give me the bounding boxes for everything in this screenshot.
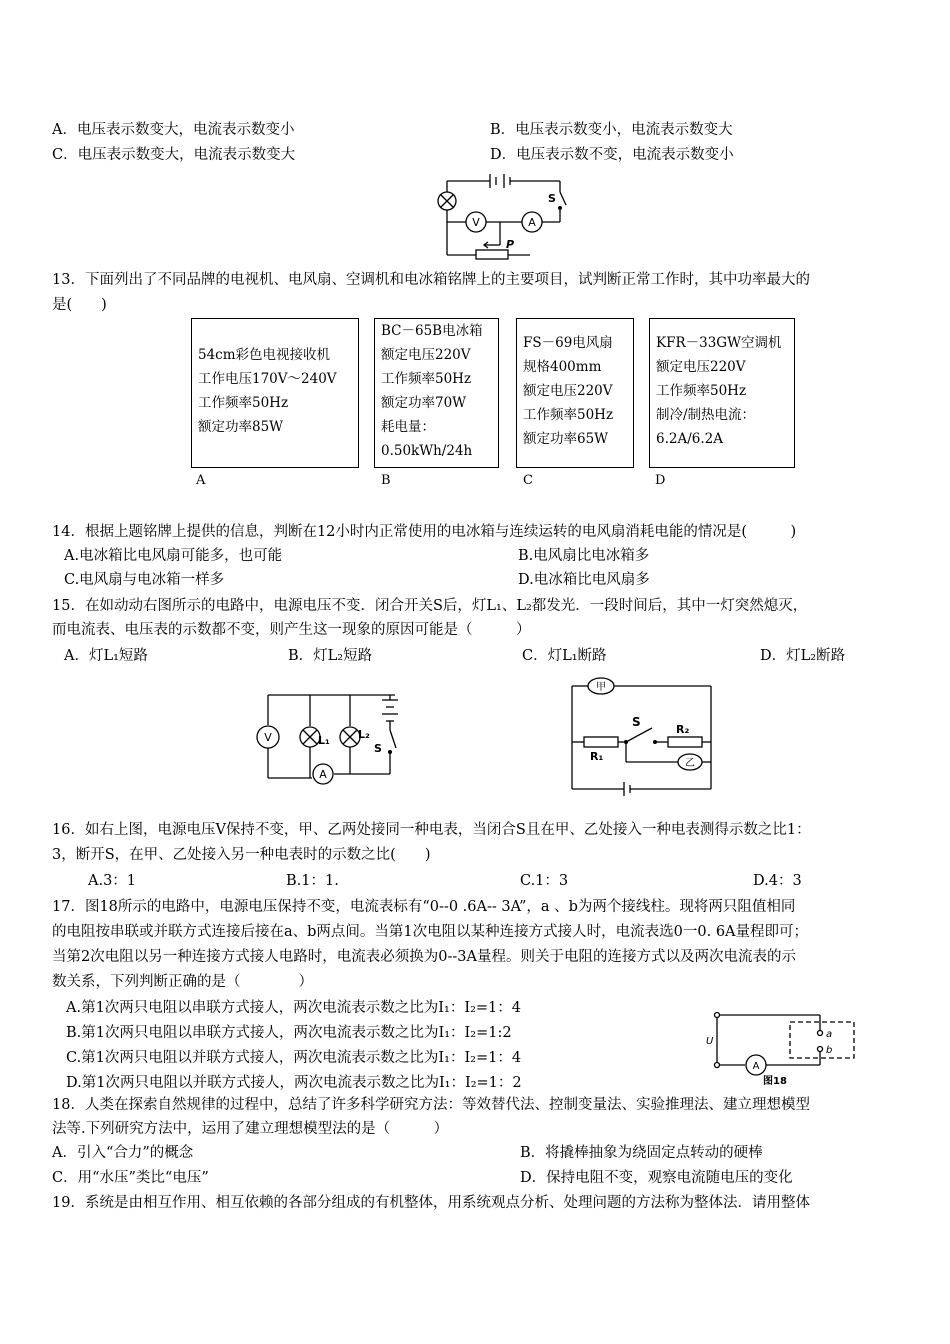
q16-stem-line1: 16．如右上图，电源电压V保持不变，甲、乙两处接同一种电表，当闭合S且在甲、乙处接入一种电表测得示数之比1： (52, 822, 811, 838)
q12-option-a: A．电压表示数变大，电流表示数变小 (52, 122, 295, 138)
q18-option-b: B．将撬棒抽象为绕固定点转动的硬棒 (520, 1145, 763, 1161)
q16-option-a: A.3：1 (88, 873, 137, 889)
nameplate-label-b: B (381, 473, 391, 488)
q18-stem-line1: 18．人类在探索自然规律的过程中，总结了许多科学研究方法：等效替代法、控制变量法、实验推理法、建立理想模型 (52, 1097, 810, 1113)
q15-stem-line2: 而电流表、电压表的示数都不变，则产生这一现象的原因可能是（ ） (52, 622, 531, 638)
q15-option-a: A．灯L₁短路 (64, 648, 148, 664)
nameplate-label-d: D (655, 473, 666, 488)
q15-option-c: C．灯L₁断路 (522, 648, 607, 664)
q12-voltmeter-label: V (472, 216, 480, 229)
q12-option-b: B．电压表示数变小，电流表示数变大 (490, 122, 733, 138)
q14-option-d: D.电冰箱比电风扇多 (518, 572, 650, 588)
q17-option-a: A.第1次两只电阻以串联方式接人，两次电流表示数之比为I₁：I₂=1：4 (66, 1000, 521, 1016)
nameplate-aircon: KFR－33GW空调机 额定电压220V 工作频率50Hz 制冷/制热电流： 6.2A/6.2A (649, 318, 795, 468)
q15-stem-line1: 15．在如动动右图所示的电路中，电源电压不变．闭合开关S后，灯L₁、L₂都发光．一段时间后，其中一灯突然熄灭， (52, 598, 808, 614)
q18-stem-line2: 法等.下列研究方法中，运用了建立理想模型法的是（ ） (52, 1121, 449, 1137)
q15-switch-label: S (374, 742, 382, 755)
q16-option-c: C.1：3 (520, 873, 569, 889)
q17-stem-line3: 当第2次电阻以另一种连接方式接人电路时，电流表必须换为0--3A量程。则关于电阻的连接方式以及两次电流表的示 (52, 949, 796, 965)
q14-option-b: B.电风扇比电冰箱多 (518, 548, 650, 564)
q17-option-d: D.第1次两只电阻以并联方式接人，两次电流表示数之比为I₁：I₂=1：2 (66, 1075, 522, 1091)
q12-ammeter-label: A (528, 216, 536, 229)
q15-ammeter-label: A (319, 768, 327, 781)
q14-option-a: A.电冰箱比电风扇可能多，也可能 (64, 548, 283, 564)
q16-option-b: B.1：1. (286, 873, 339, 889)
q17-option-c: C.第1次两只电阻以并联方式接人，两次电流表示数之比为I₁：I₂=1：4 (66, 1050, 522, 1066)
q13-stem-line2: 是( ) (52, 297, 107, 313)
fig18-ammeter-label: A (752, 1061, 760, 1072)
nameplate-fan: FS－69电风扇 规格400mm 额定电压220V 工作频率50Hz 额定功率65W (516, 318, 634, 468)
q12-option-c: C．电压表示数变大，电流表示数变大 (52, 147, 296, 163)
q15-lamp1-label: L₁ (318, 734, 330, 747)
nameplate-label-a: A (196, 473, 206, 488)
nameplate-label-c: C (523, 473, 533, 488)
q14-option-c: C.电风扇与电冰箱一样多 (64, 572, 225, 588)
fig18-terminal-a: a (826, 1029, 833, 1040)
q12-option-d: D．电压表示数不变，电流表示数变小 (490, 147, 734, 163)
q17-option-b: B.第1次两只电阻以串联方式接人，两次电流表示数之比为I₁：I₂=1:2 (66, 1025, 512, 1041)
q17-stem-line4: 数关系，下列判断正确的是（ ） (52, 974, 313, 990)
fig18-caption: 图18 (763, 1076, 787, 1087)
nameplate-tv: 54cm彩色电视接收机 工作电压170V～240V 工作频率50Hz 额定功率85W (191, 318, 359, 468)
q16-option-d: D.4：3 (753, 873, 802, 889)
nameplate-fridge: BC－65B电冰箱 额定电压220V 工作频率50Hz 额定功率70W 耗电量： 0.50kWh/24h (374, 318, 499, 468)
fig18-voltage-label: U (706, 1036, 714, 1047)
fig16-switch-label: S (632, 715, 641, 729)
q15-option-d: D．灯L₂断路 (760, 648, 846, 664)
q16-stem-line2: 3，断开S，在甲、乙处接入另一种电表时的示数之比( ) (52, 847, 431, 863)
fig16-jia-meter: 甲 (596, 682, 606, 693)
fig16-r1-label: R₁ (590, 750, 604, 763)
q17-stem-line2: 的电阻按串联或并联方式连接后接在a、b两点间。当第1次电阻以某种连接方式接人时，电流表选0一0. 6A量程即可； (52, 924, 809, 940)
q19-stem-line1: 19．系统是由相互作用、相互依赖的各部分组成的有机整体，用系统观点分析、处理问题的方法称为整体法．请用整体 (52, 1195, 810, 1211)
q18-option-d: D．保持电阻不变，观察电流随电压的变化 (520, 1170, 793, 1186)
q12-switch-label: S (548, 192, 556, 205)
fig16-r2-label: R₂ (676, 723, 690, 736)
fig16-yi-meter: 乙 (685, 758, 695, 769)
fig18-terminal-b: b (826, 1045, 833, 1056)
q17-stem-line1: 17．图18所示的电路中，电源电压保持不变，电流表标有“0--0 .6A-- 3A”，a 、b为两个接线柱。现将两只阻值相同 (52, 899, 796, 915)
q18-option-c: C．用“水压”类比“电压” (52, 1170, 209, 1186)
q15-option-b: B．灯L₂短路 (288, 648, 373, 664)
q15-voltmeter-label: V (264, 731, 272, 744)
q18-option-a: A．引入“合力”的概念 (52, 1145, 194, 1161)
q14-stem: 14．根据上题铭牌上提供的信息，判断在12小时内正常使用的电冰箱与连续运转的电风扇消耗电能的情况是( ) (52, 524, 797, 540)
q15-lamp2-label: L₂ (358, 728, 370, 741)
q12-slider-label: P (506, 238, 515, 251)
q13-stem-line1: 13．下面列出了不同品牌的电视机、电风扇、空调机和电冰箱铭牌上的主要项目，试判断正常工作时，其中功率最大的 (52, 272, 810, 288)
